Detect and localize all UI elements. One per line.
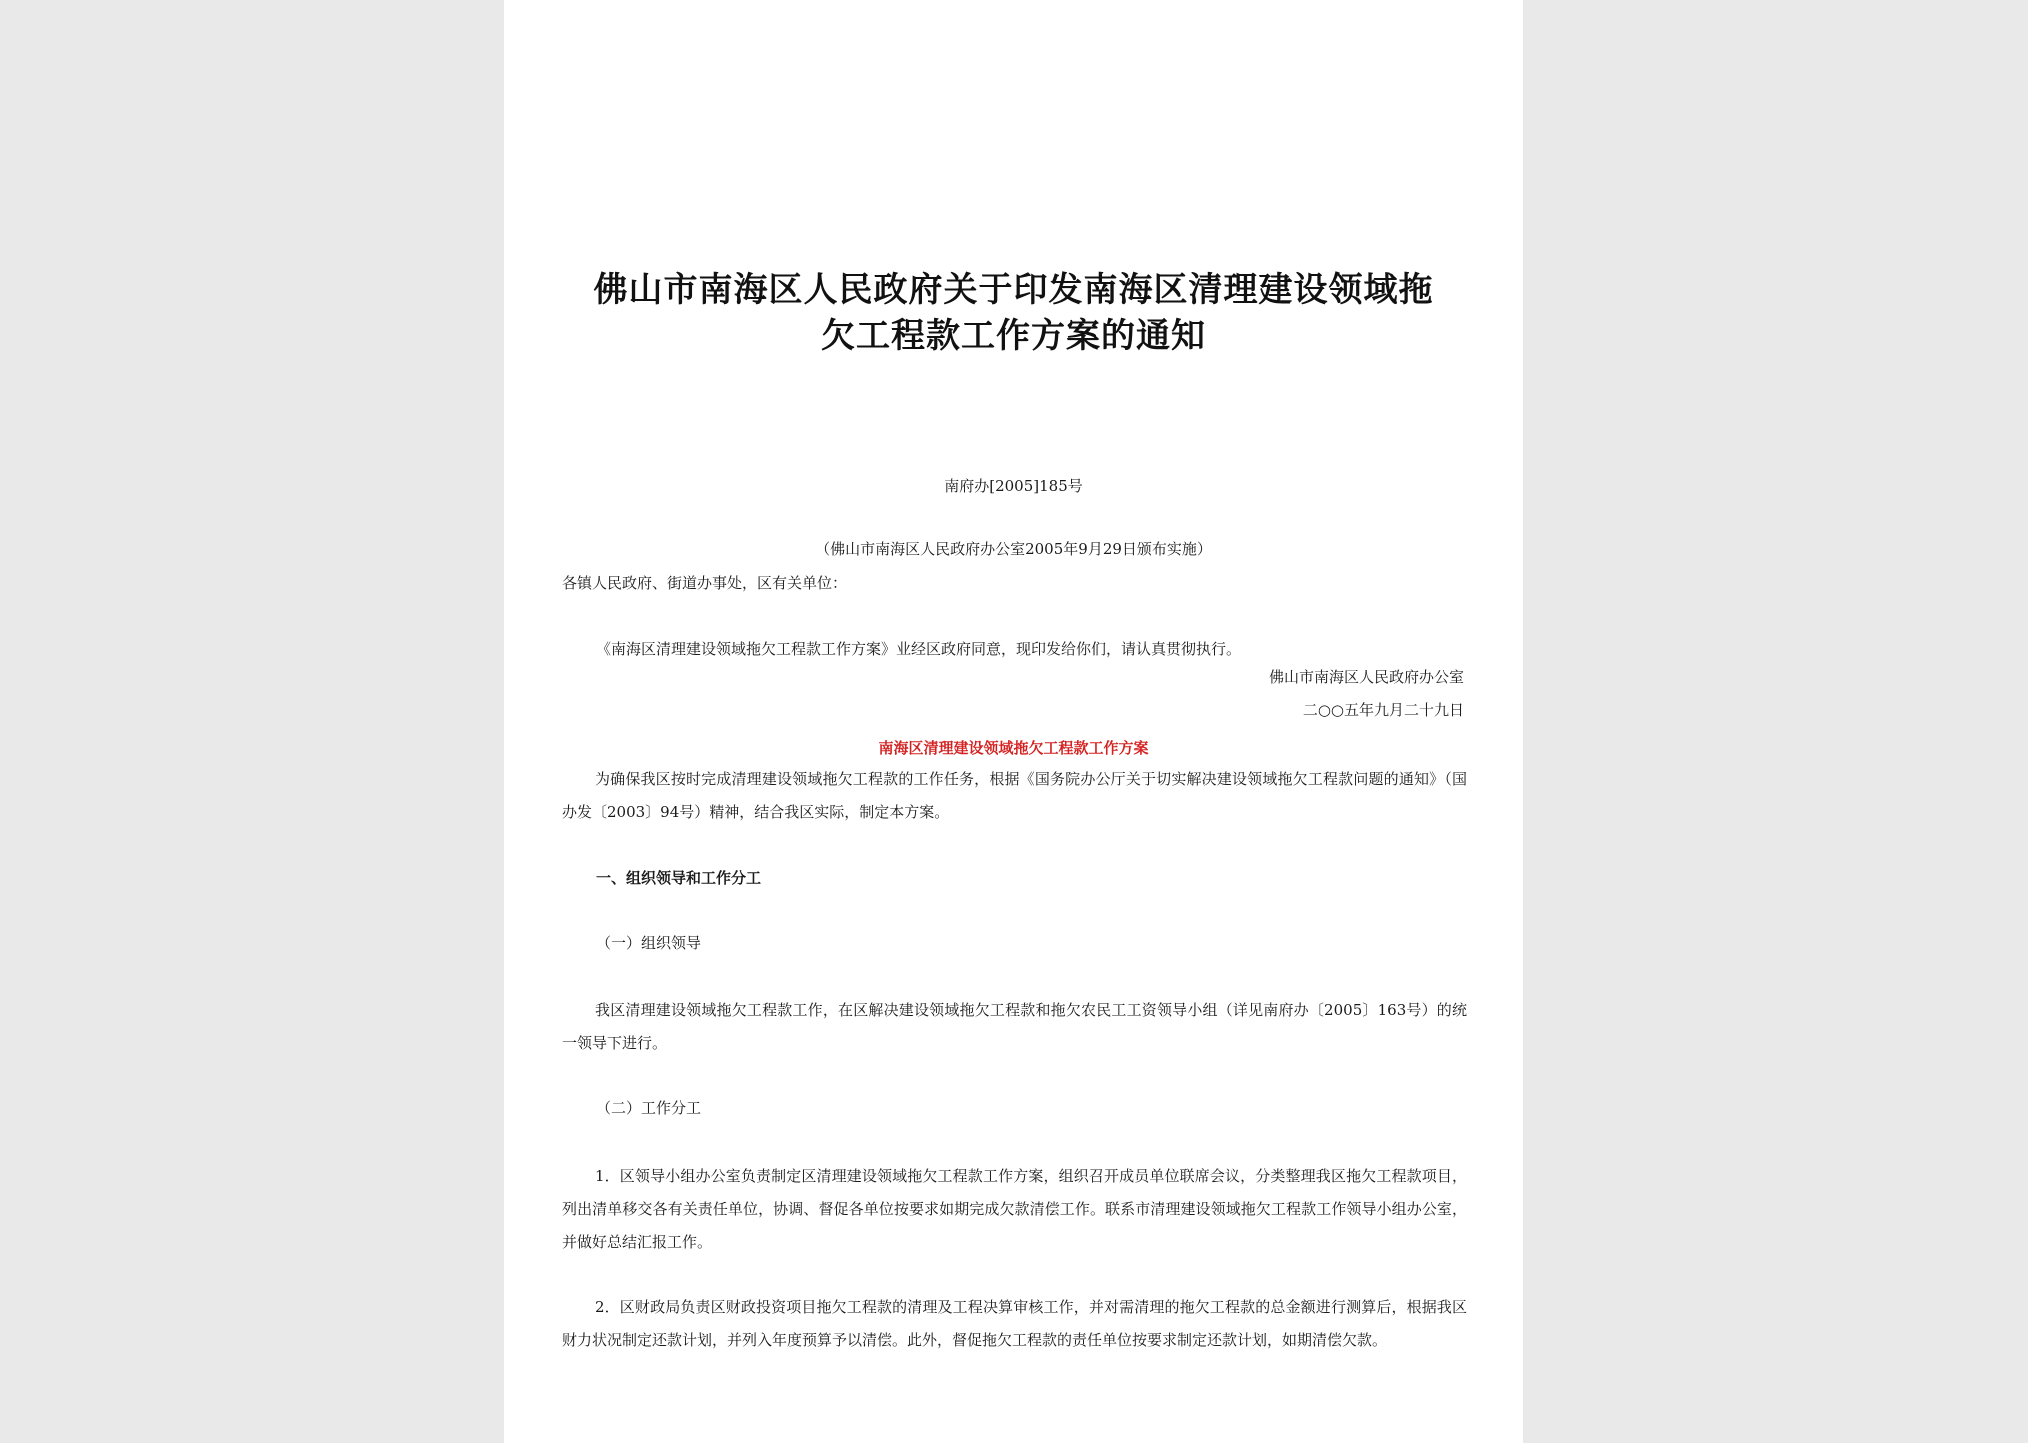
plan-title: 南海区清理建设领域拖欠工程款工作方案 — [878, 739, 1149, 757]
work-item-2-paragraph: 2．区财政局负责区财政投资项目拖欠工程款的清理及工程决算审核工作，并对需清理的拖欠工程款的总金额进行测算后，根据我区财力状况制定还款计划，并列入年度预算予以清偿。此外，督促拖欠工程款的责任单位按要求制定还款计划，如期清偿欠款。 — [562, 1298, 1467, 1349]
addressee-line: 各镇人民政府、街道办事处，区有关单位： — [562, 574, 848, 592]
document-title-line-2: 欠工程款工作方案的通知 — [821, 316, 1206, 356]
document-page — [504, 0, 1523, 1443]
issuer-signature: 佛山市南海区人民政府办公室 — [1268, 668, 1464, 686]
section-heading-1: 一、组织领导和工作分工 — [596, 869, 762, 887]
document-title-line-1: 佛山市南海区人民政府关于印发南海区清理建设领域拖 — [593, 270, 1434, 310]
subsection-heading-1: （一）组织领导 — [596, 934, 702, 952]
subsection-heading-2: （二）工作分工 — [596, 1099, 702, 1117]
notice-body: 《南海区清理建设领域拖欠工程款工作方案》业经区政府同意，现印发给你们，请认真贯彻执行。 — [596, 640, 1242, 658]
work-item-1-paragraph: 1．区领导小组办公室负责制定区清理建设领域拖欠工程款工作方案，组织召开成员单位联席会议，分类整理我区拖欠工程款项目，列出清单移交各有关责任单位，协调、督促各单位按要求如期完成欠款清偿工作。联系市清理建设领域拖欠工程款工作领导小组办公室，并做好总结汇报工作。 — [562, 1167, 1467, 1251]
subsection-1-paragraph: 我区清理建设领域拖欠工程款工作，在区解决建设领域拖欠工程款和拖欠农民工工资领导小组（详见南府办〔2005〕163号）的统一领导下进行。 — [562, 1001, 1467, 1052]
publication-note: （佛山市南海区人民政府办公室2005年9月29日颁布实施） — [815, 540, 1212, 558]
plan-intro-paragraph: 为确保我区按时完成清理建设领域拖欠工程款的工作任务，根据《国务院办公厅关于切实解决建设领域拖欠工程款问题的通知》（国办发〔2003〕94号）精神，结合我区实际，制定本方案。 — [562, 770, 1467, 821]
document-number: 南府办[2005]185号 — [944, 477, 1083, 495]
issue-date: 二○○五年九月二十九日 — [1302, 701, 1464, 719]
